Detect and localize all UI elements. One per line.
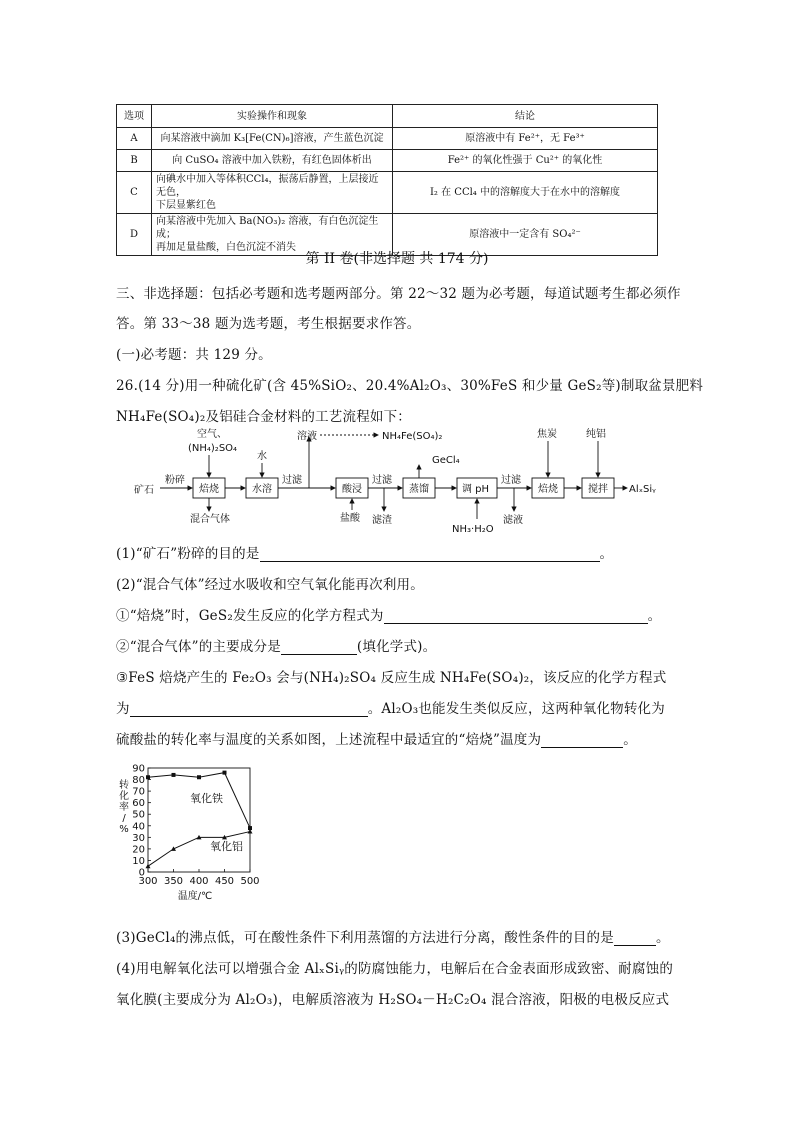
table-header: 实验操作和现象 — [152, 105, 393, 128]
water-label: 水 — [257, 451, 267, 462]
table-row — [117, 150, 658, 172]
table-header: 结论 — [393, 105, 658, 128]
filtrate-label: 滤液 — [503, 515, 523, 526]
mixed-gas-label: 混合气体 — [190, 514, 230, 525]
question-1: (1)“矿石”粉碎的目的是 。 — [116, 546, 614, 562]
roast-step: 焙烧 — [199, 484, 219, 495]
part3-instructions-line2: 答。第 33～38 题为选考题，考生根据要求作答。 — [116, 316, 421, 332]
answer-blank — [541, 734, 623, 748]
question-4-line1: (4)用电解氧化法可以增强合金 AlₓSiᵧ的防腐蚀能力，电解后在合金表面形成致密、耐腐蚀的 — [116, 961, 674, 977]
filter3-label: 过滤 — [501, 475, 521, 486]
coke-label: 焦炭 — [537, 429, 557, 440]
y-axis-label-char: 率 — [119, 802, 129, 813]
alloy-product-label: AlₓSiᵧ — [629, 484, 656, 495]
part3-instructions-line1: 三、非选择题：包括必考题和选考题两部分。第 22～32 题为必考题，每道试题考生都必须作 — [116, 286, 681, 302]
question-26-stem-line1: 26.(14 分)用一种硫化矿(含 45%SiO₂、20.4%Al₂O₃、30%FeS 和少量 GeS₂等)制取盆景肥料 — [116, 378, 704, 394]
conclusion-cell: 原溶液中一定含有 SO₄²⁻ — [393, 214, 658, 256]
answer-blank — [260, 548, 600, 562]
x-tick-label: 400 — [189, 876, 209, 887]
conclusion-cell: I₂ 在 CCl₄ 中的溶解度大于在水中的溶解度 — [393, 172, 658, 214]
dissolve-step: 水溶 — [252, 484, 272, 495]
table-row — [117, 172, 658, 214]
x-axis-label: 温度/℃ — [177, 891, 213, 902]
y-tick-label: 0 — [138, 867, 145, 879]
roast2-step: 焙烧 — [538, 484, 558, 495]
question-2b: ②“混合气体”的主要成分是 (填化学式)。 — [116, 639, 437, 655]
series-label: 氧化铝 — [210, 840, 243, 853]
acid-leach-step: 酸浸 — [342, 484, 362, 495]
question-4-line2: 氧化膜(主要成分为 Al₂O₃)，电解质溶液为 H₂SO₄－H₂C₂O₄ 混合溶液，阳极的电极反应式 — [116, 992, 670, 1008]
x-tick-label: 300 — [138, 876, 158, 887]
y-axis-label-char: / — [122, 813, 126, 824]
y-tick-label: 60 — [132, 798, 145, 810]
y-tick-label: 10 — [132, 855, 145, 867]
required-section-label: (一)必考题：共 129 分。 — [116, 347, 272, 363]
product-label: NH₄Fe(SO₄)₂ — [382, 431, 443, 442]
crush-label: 粉碎 — [165, 475, 185, 486]
y-axis-label-char: 转 — [119, 780, 129, 791]
table-row — [117, 128, 658, 150]
y-tick-label: 50 — [132, 809, 145, 821]
y-tick-label: 70 — [132, 786, 145, 798]
data-point-iron-oxide — [146, 775, 150, 779]
question-2c-line3: 硫酸盐的转化率与温度的关系如图，上述流程中最适宜的“焙烧”温度为 。 — [116, 732, 637, 748]
data-point-aluminum-oxide — [146, 864, 151, 869]
gecl4-label: GeCl₄ — [432, 455, 460, 466]
filter2-label: 过滤 — [372, 475, 392, 486]
y-tick-label: 40 — [132, 821, 145, 833]
conclusion-cell: Fe²⁺ 的氧化性强于 Cu²⁺ 的氧化性 — [393, 150, 658, 172]
conversion-rate-chart — [112, 760, 272, 912]
solution-label: 溶液 — [297, 431, 317, 442]
adjust-ph-step: 调 pH — [462, 484, 490, 495]
y-tick-label: 30 — [132, 832, 145, 844]
answer-blank — [614, 932, 656, 946]
answer-blank — [281, 641, 357, 655]
options-table — [116, 104, 658, 256]
table-header: 选项 — [117, 105, 152, 128]
x-tick-label: 450 — [214, 876, 235, 887]
operation-cell: 向碘水中加入等体积CCl₄，振荡后静置，上层接近无色， 下层显紫红色 — [152, 172, 393, 214]
air-label: 空气、 — [197, 429, 227, 440]
process-flow-diagram — [120, 425, 680, 535]
option-letter: B — [117, 150, 152, 172]
operation-cell: 向 CuSO₄ 溶液中加入铁粉，有红色固体析出 — [152, 150, 393, 172]
y-tick-label: 90 — [132, 763, 145, 775]
data-point-iron-oxide — [197, 775, 201, 779]
question-2c-line1: ③FeS 焙烧产生的 Fe₂O₃ 会与(NH₄)₂SO₄ 反应生成 NH₄Fe(SO₄)₂，该反应的化学方程式 — [116, 670, 667, 686]
question-2c-line2: 为 。Al₂O₃也能发生类似反应，这两种氧化物转化为 — [116, 701, 665, 717]
y-tick-label: 20 — [132, 844, 145, 856]
ammonium-sulfate-label: (NH₄)₂SO₄ — [188, 443, 238, 454]
x-tick-label: 500 — [240, 876, 260, 887]
table-header-row — [117, 105, 658, 128]
distill-step: 蒸馏 — [409, 484, 429, 495]
data-point-iron-oxide — [223, 771, 227, 775]
answer-blank — [130, 703, 368, 717]
ore-label: 矿石 — [134, 485, 154, 496]
ammonia-label: NH₃·H₂O — [452, 524, 494, 535]
pure-aluminum-label: 纯铝 — [586, 429, 606, 440]
option-letter: C — [117, 172, 152, 214]
answer-blank — [384, 610, 648, 624]
y-axis-label-char: % — [119, 824, 129, 835]
y-tick-label: 80 — [132, 775, 145, 787]
data-point-iron-oxide — [172, 773, 176, 777]
question-26-stem-line2: NH₄Fe(SO₄)₂及铝硅合金材料的工艺流程如下： — [116, 409, 411, 425]
operation-cell: 向某溶液中滴加 K₃[Fe(CN)₆]溶液，产生蓝色沉淀 — [152, 128, 393, 150]
option-letter: D — [117, 214, 152, 256]
filter1-label: 过滤 — [282, 475, 302, 486]
question-2: (2)“混合气体”经过水吸收和空气氧化能再次利用。 — [116, 577, 424, 593]
y-axis-label-char: 化 — [119, 791, 129, 802]
operation-cell: 向某溶液中先加入 Ba(NO₃)₂ 溶液，有白色沉淀生成； 再加足量盐酸，白色沉淀不消失 — [152, 214, 393, 256]
stir-step: 搅拌 — [588, 484, 608, 495]
hcl-label: 盐酸 — [340, 513, 360, 524]
conclusion-cell: 原溶液中有 Fe²⁺，无 Fe³⁺ — [393, 128, 658, 150]
question-2a: ①“焙烧”时，GeS₂发生反应的化学方程式为 。 — [116, 608, 662, 624]
question-3: (3)GeCl₄的沸点低，可在酸性条件下利用蒸馏的方法进行分离，酸性条件的目的是 。 — [116, 930, 670, 946]
residue-label: 滤渣 — [372, 515, 392, 526]
x-tick-label: 350 — [163, 876, 184, 887]
series-label: 氧化铁 — [190, 792, 223, 805]
section-title: 第 II 卷(非选择题 共 174 分) — [305, 251, 489, 267]
option-letter: A — [117, 128, 152, 150]
